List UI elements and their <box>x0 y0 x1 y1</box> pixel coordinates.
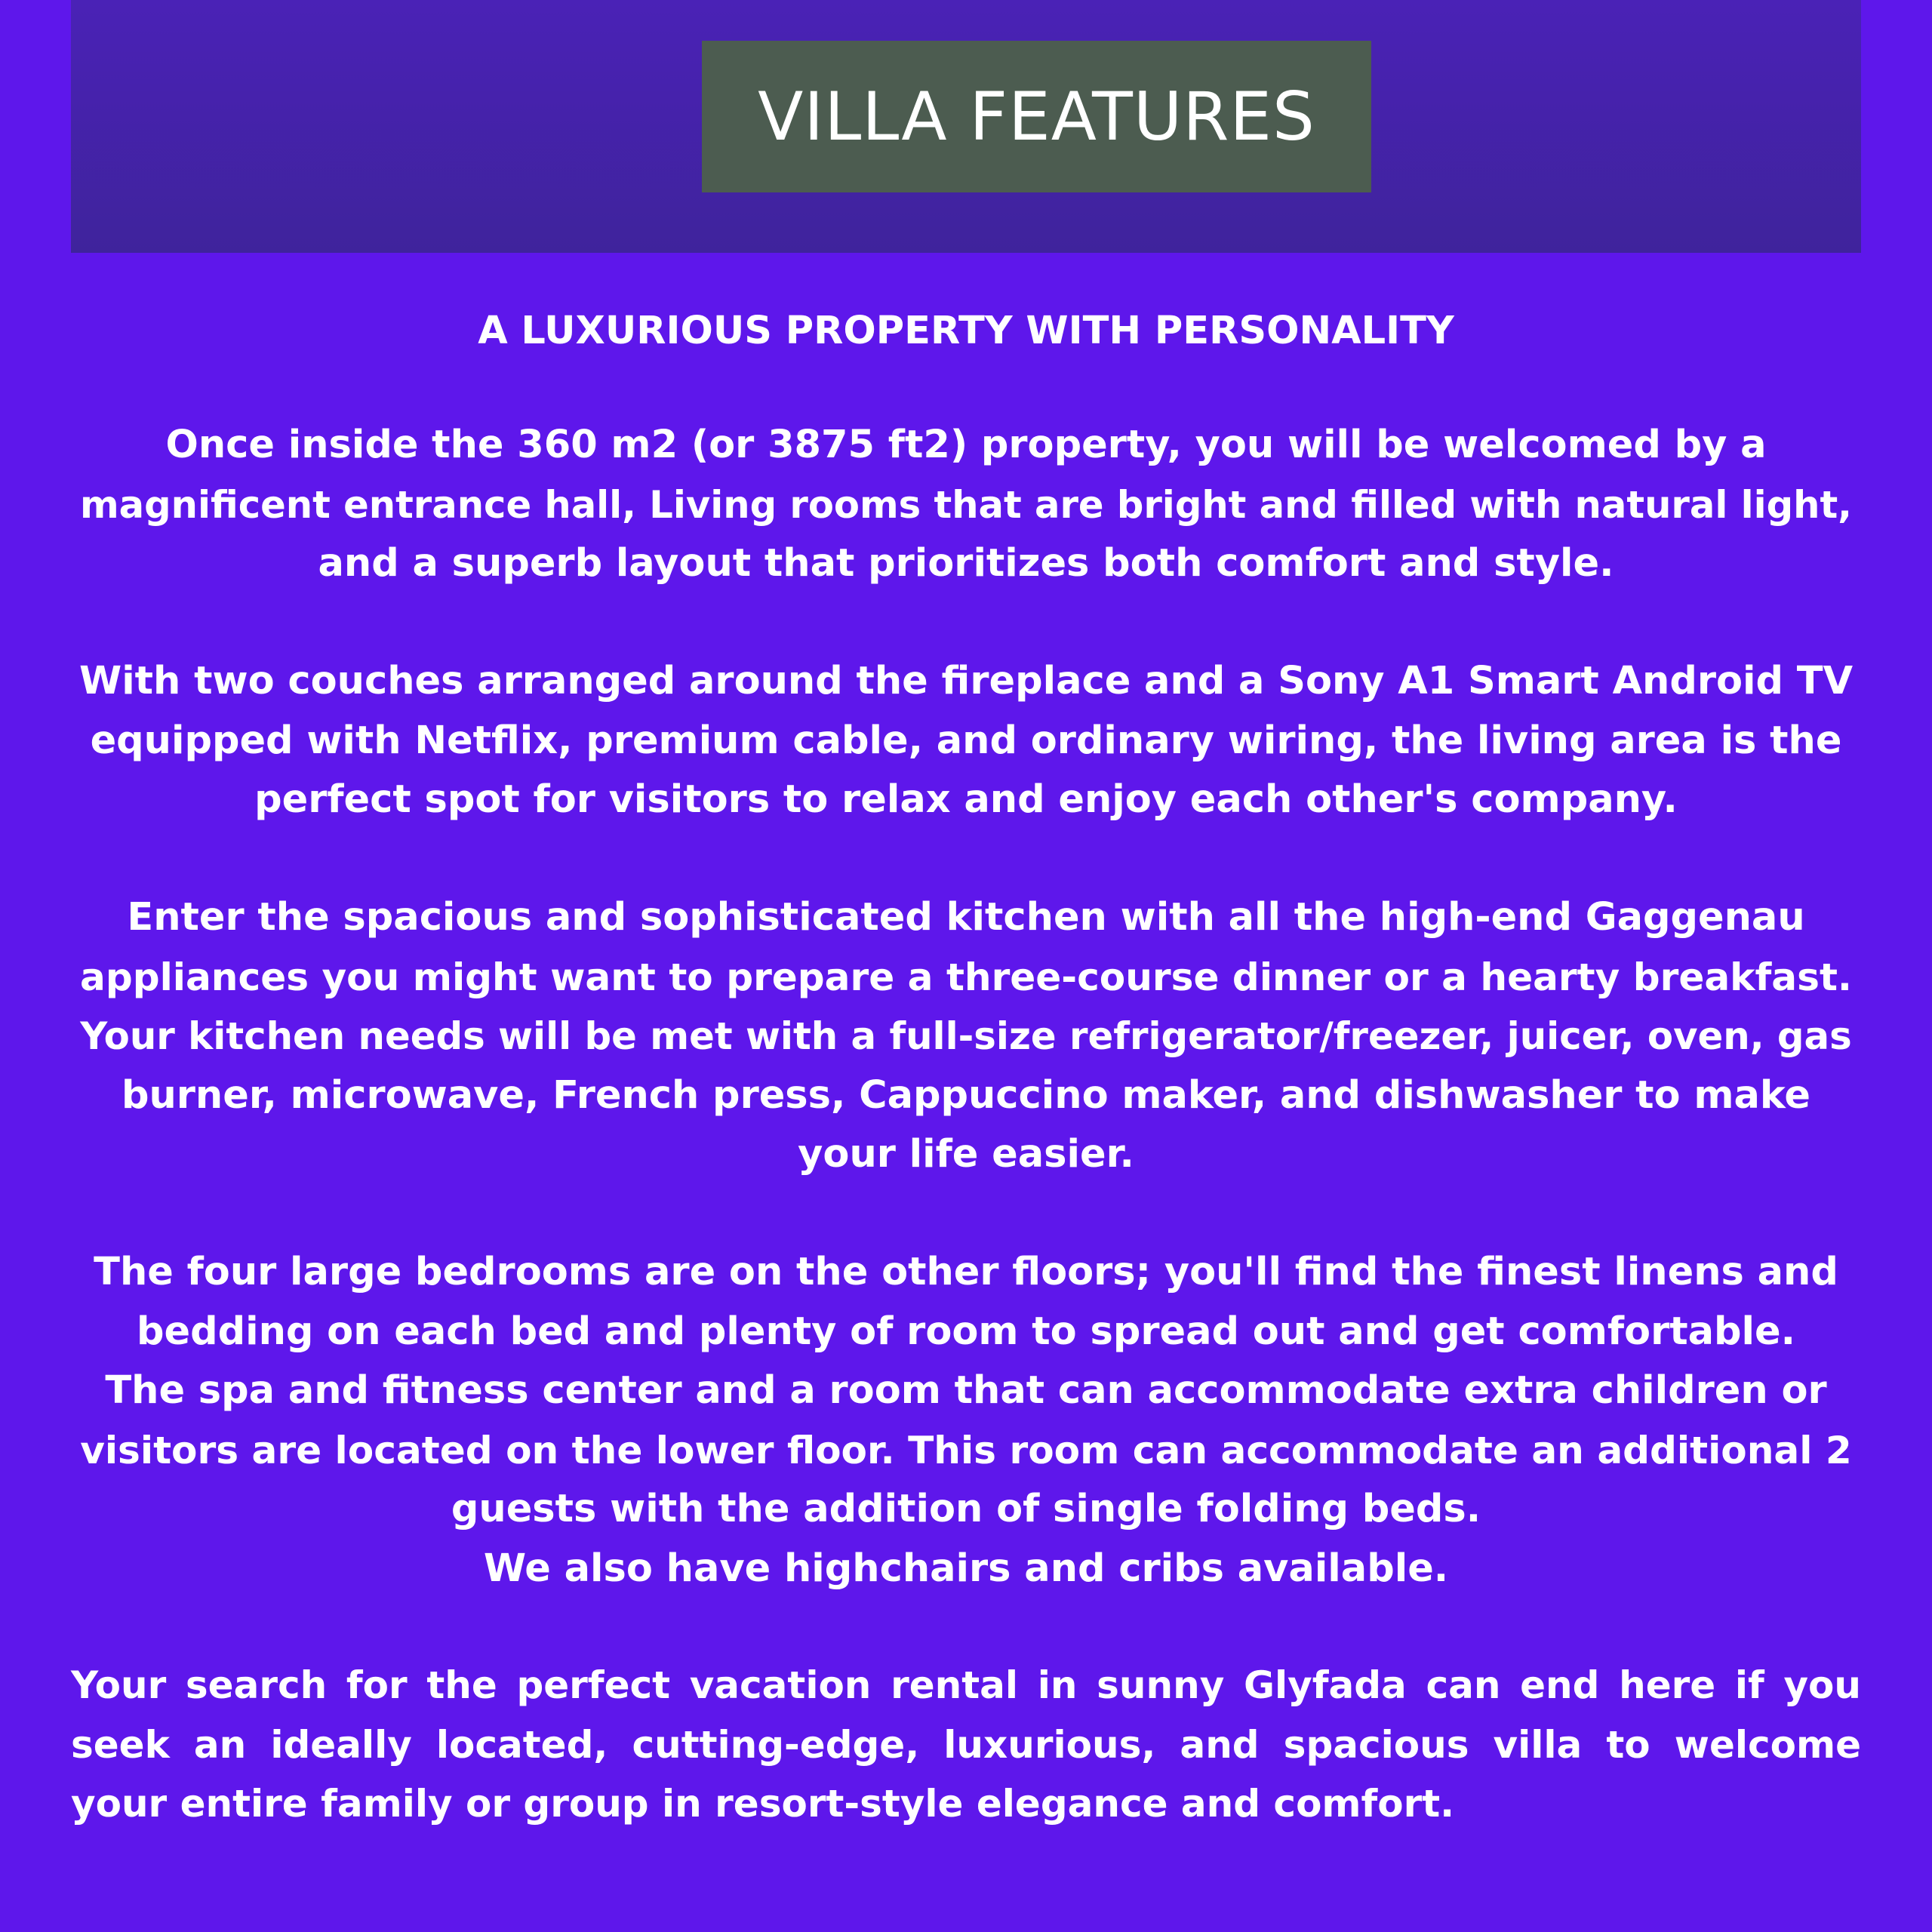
text-line: burner, microwave, French press, Cappuccino maker, and dishwasher to make <box>121 1072 1811 1118</box>
text-line: bedding on each bed and plenty of room to spread out and get comfortable. <box>137 1309 1795 1354</box>
text-line: The four large bedrooms are on the other floors; you'll find the finest linens and <box>94 1250 1838 1294</box>
text-line: and a superb layout that prioritizes both comfort and style. <box>318 541 1614 586</box>
text-line: magnificent entrance hall, Living rooms that are bright and filled with natural light, <box>79 482 1853 527</box>
paragraph-property-intro <box>71 416 1861 594</box>
header-band <box>71 0 1861 253</box>
title-box <box>702 41 1371 192</box>
text-line: appliances you might want to prepare a three-course dinner or a hearty breakfast. <box>80 954 1852 999</box>
page-title: VILLA FEATURES <box>758 78 1315 155</box>
text-line: Once inside the 360 m2 (or 3875 ft2) property, you will be welcomed by a <box>165 423 1767 467</box>
text-line: perfect spot for visitors to relax and enjoy each other's company. <box>254 777 1678 822</box>
text-line: equipped with Netflix, premium cable, and ordinary wiring, the living area is the <box>90 718 1842 763</box>
text-line: seek an ideally located, cutting-edge, luxurious, and spacious villa to welcome <box>71 1722 1861 1767</box>
paragraph-living-area <box>71 652 1861 830</box>
text-line: visitors are located on the lower floor. This room can accommodate an additional 2 <box>80 1427 1852 1472</box>
paragraph-bedrooms <box>71 1243 1861 1598</box>
text-line: We also have highchairs and cribs available. <box>483 1546 1449 1591</box>
text-line: your life easier. <box>798 1132 1134 1177</box>
paragraph-kitchen <box>71 888 1861 1185</box>
text-line: Your kitchen needs will be met with a full-size refrigerator/freezer, juicer, oven, gas <box>80 1014 1852 1058</box>
text-line: The spa and fitness center and a room that can accommodate extra children or <box>105 1368 1827 1413</box>
section-subtitle: A LUXURIOUS PROPERTY WITH PERSONALITY <box>478 309 1454 353</box>
text-line: Your search for the perfect vacation rental in sunny Glyfada can end here if you <box>71 1663 1861 1707</box>
text-line: Enter the spacious and sophisticated kitchen with all the high-end Gaggenau <box>127 895 1805 940</box>
paragraph-closing <box>71 1656 1861 1834</box>
text-line: With two couches arranged around the fireplace and a Sony A1 Smart Android TV <box>78 659 1854 703</box>
text-line: guests with the addition of single folding beds. <box>451 1487 1481 1531</box>
text-line: your entire family or group in resort-style elegance and comfort. <box>71 1782 1455 1826</box>
